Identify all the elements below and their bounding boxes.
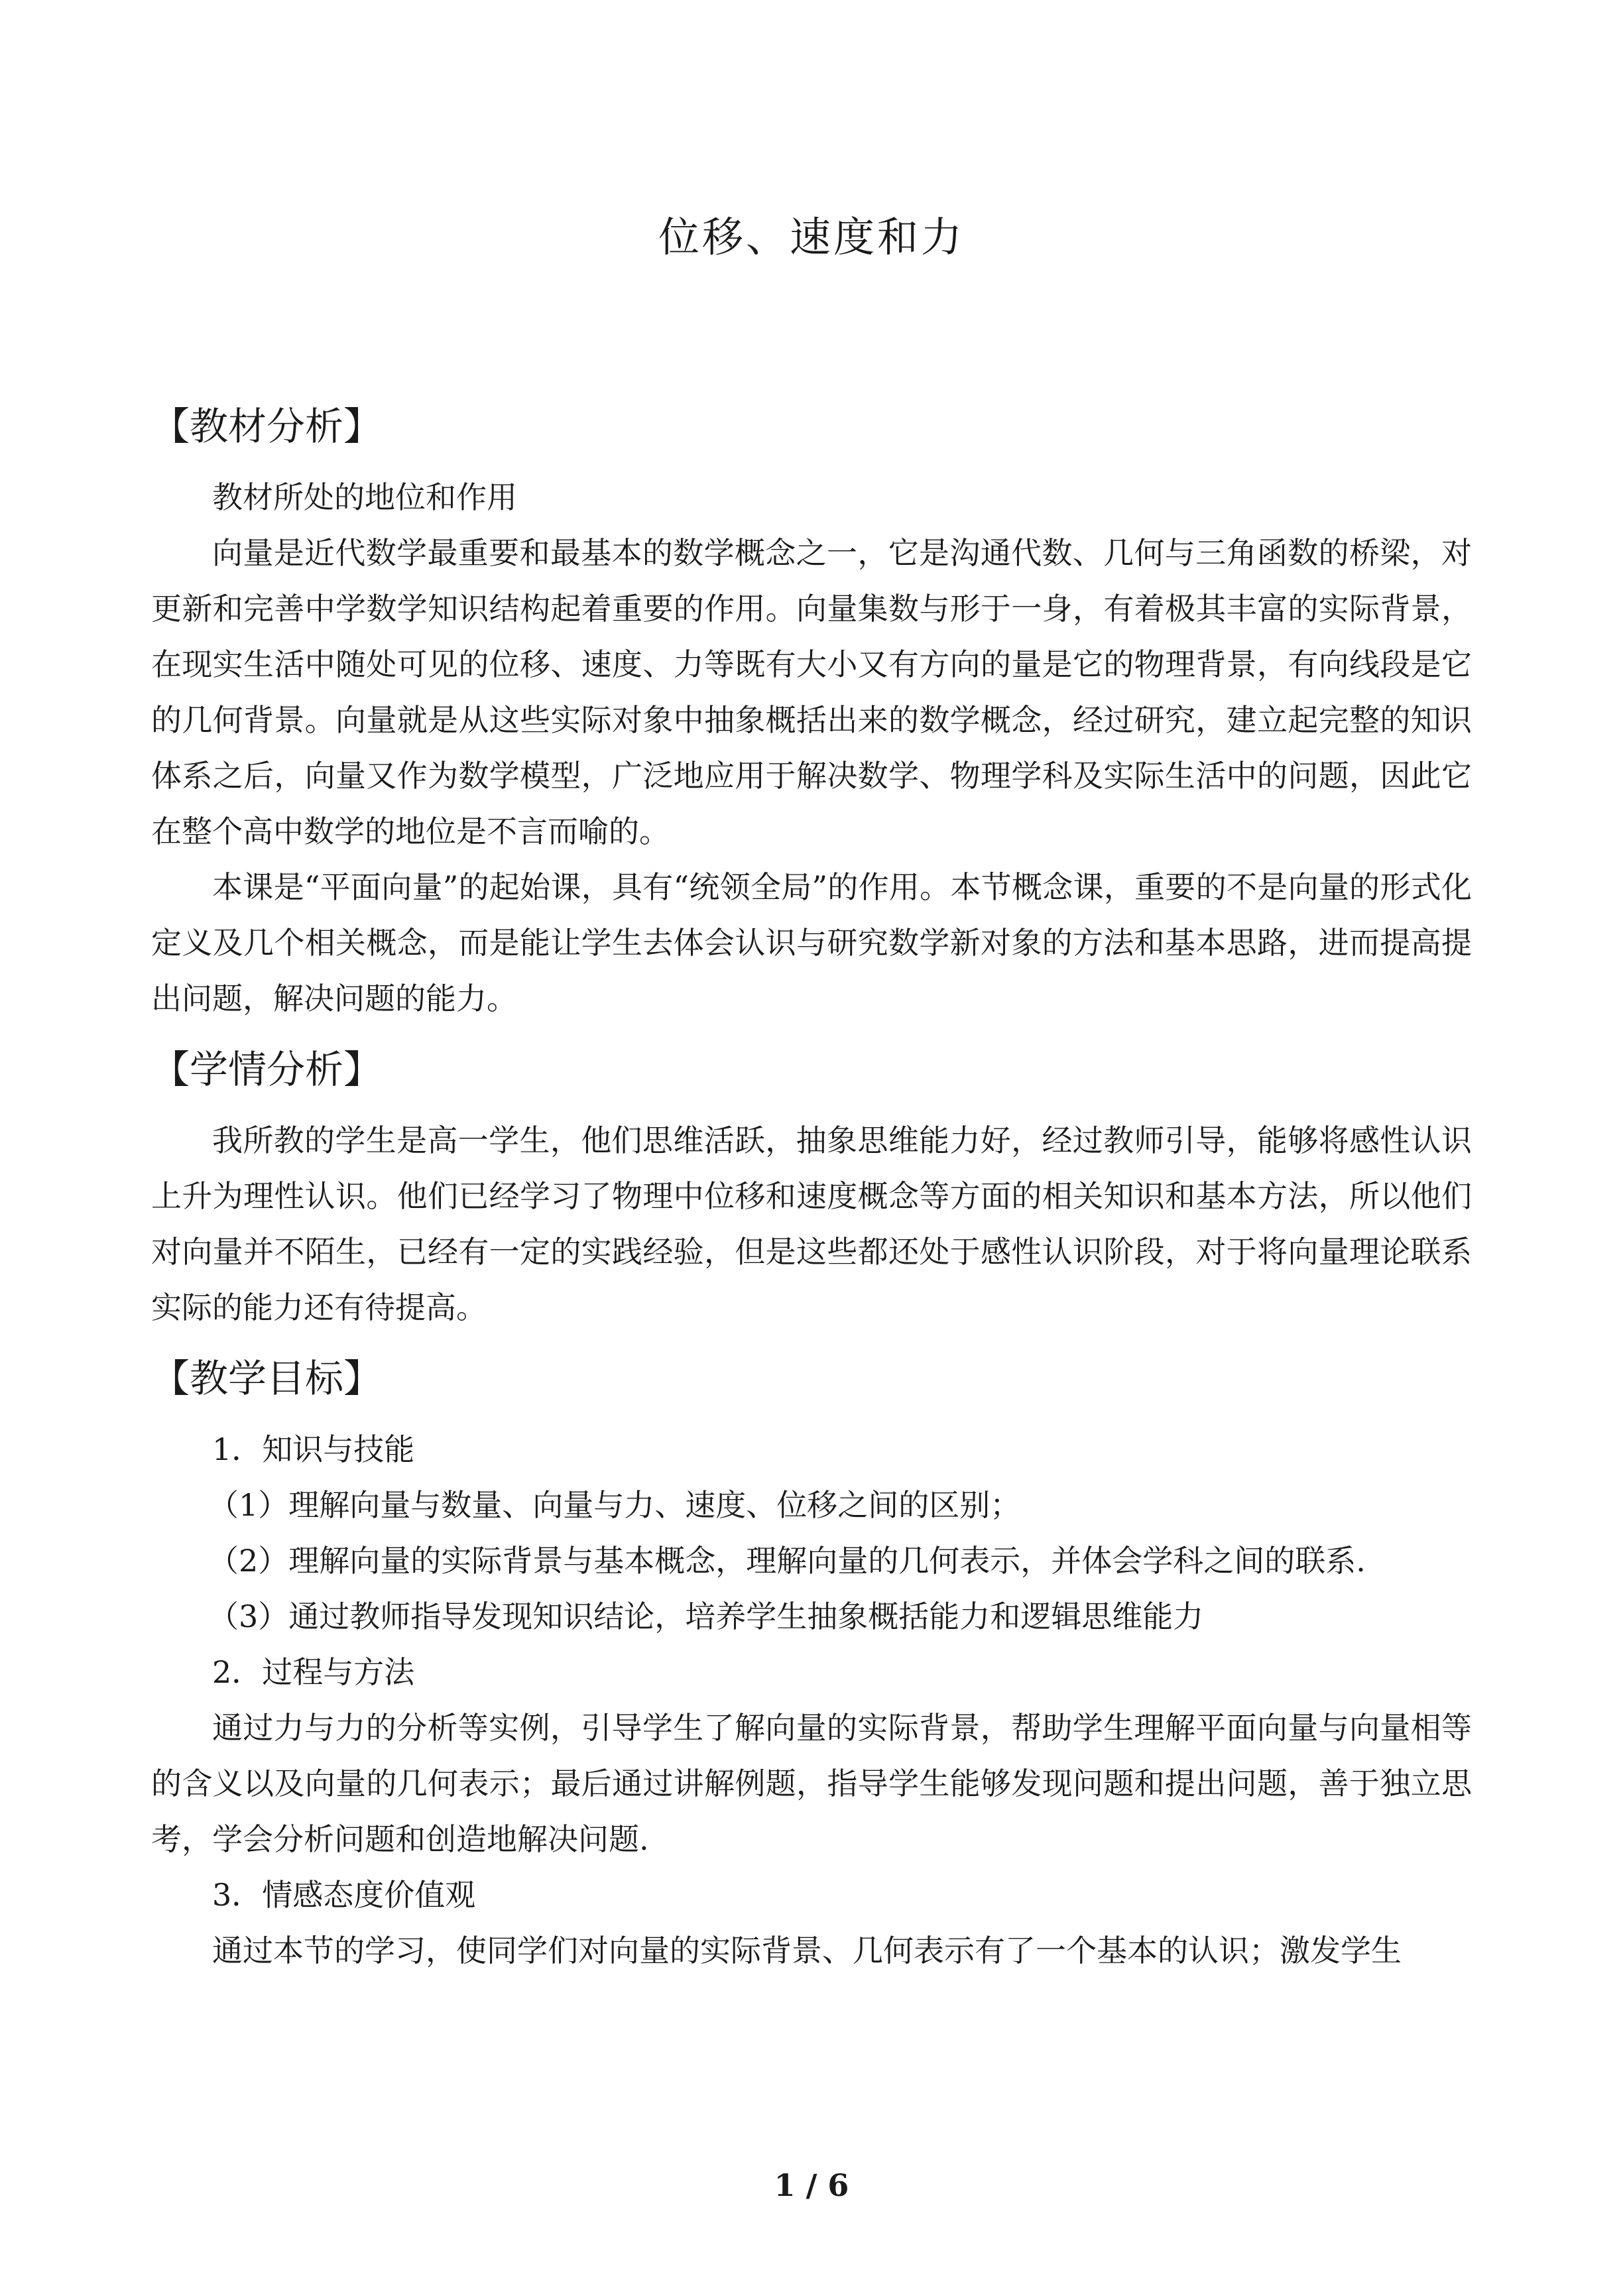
goal-2-text: 通过力与力的分析等实例，引导学生了解向量的实际背景，帮助学生理解平面向量与向量相等的含义以及向量的几何表示；最后通过讲解例题，指导学生能够发现问题和提出问题，善于独立思考，学会分析问题和创造地解决问题. (151, 1710, 1472, 1857)
section-heading-students: 【学情分析】 (151, 1047, 383, 1092)
goal-1-item: （3）通过教师指导发现知识结论，培养学生抽象概括能力和逻辑思维能力 (208, 1599, 1204, 1634)
goal-1-title: 1．知识与技能 (212, 1431, 415, 1467)
section-heading-material: 【教材分析】 (151, 404, 383, 449)
document-title: 位移、速度和力 (658, 213, 965, 261)
students-paragraph: 我所教的学生是高一学生，他们思维活跃，抽象思维能力好，经过教师引导，能够将感性认识上升为理性认识。他们已经学习了物理中位移和速度概念等方面的相关知识和基本方法，所以他们对向量并不陌生，已经有一定的实践经验，但是这些都还处于感性认识阶段，对于将向量理论联系实际的能力还有待提高。 (151, 1122, 1472, 1325)
material-paragraph-1: 向量是近代数学最重要和最基本的数学概念之一，它是沟通代数、几何与三角函数的桥梁，对更新和完善中学数学知识结构起着重要的作用。向量集数与形于一身，有着极其丰富的实际背景，在现实生活中随处可见的位移、速度、力等既有大小又有方向的量是它的物理背景，有向线段是它的几何背景。向量就是从这些实际对象中抽象概括出来的数学概念，经过研究，建立起完整的知识体系之后，向量又作为数学模型，广泛地应用于解决数学、物理学科及实际生活中的问题，因此它在整个高中数学的地位是不言而喻的。 (151, 535, 1472, 849)
goal-1-item: （1）理解向量与数量、向量与力、速度、位移之间的区别； (208, 1487, 1021, 1523)
goal-2-title: 2．过程与方法 (212, 1654, 415, 1690)
material-paragraph-2: 本课是“平面向量”的起始课，具有“统领全局”的作用。本节概念课，重要的不是向量的形式化定义及几个相关概念，而是能让学生去体会认识与研究数学新对象的方法和基本思路，进而提高提出问题，解决问题的能力。 (151, 869, 1472, 1016)
document-body (151, 383, 1472, 1978)
section-heading-goals: 【教学目标】 (151, 1356, 383, 1401)
goal-3-text: 通过本节的学习，使同学们对向量的实际背景、几何表示有了一个基本的认识；激发学生 (212, 1933, 1402, 1968)
goal-3-title: 3．情感态度价值观 (212, 1877, 476, 1913)
page-number: 1 / 6 (774, 2167, 849, 2203)
material-sub-heading: 教材所处的地位和作用 (212, 479, 517, 515)
goal-1-item: （2）理解向量的实际背景与基本概念，理解向量的几何表示，并体会学科之间的联系. (208, 1543, 1366, 1579)
